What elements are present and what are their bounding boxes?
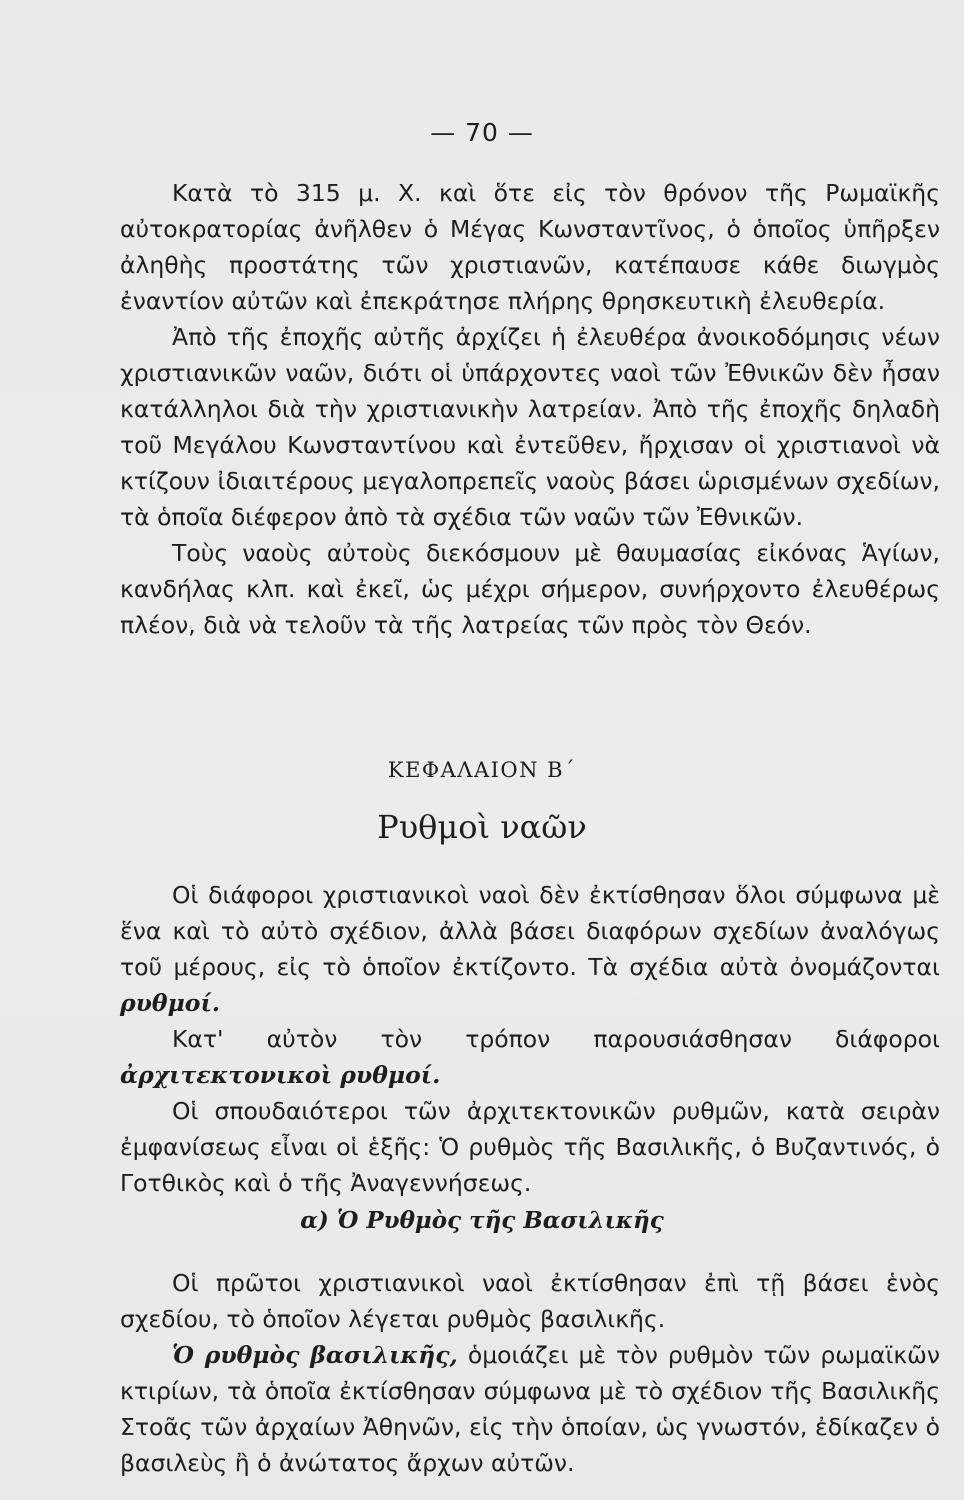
paragraph-new-churches: Ἀπὸ τῆς ἐποχῆς αὐτῆς ἀρχίζει ἡ ἐλευθέρα ἀνοικοδόμησις νέων χριστιανικῶν ναῶν, διότι οἱ ὑπάρχοντες ναοὶ τῶν Ἐθνικῶν δὲν ἦσαν κατάλληλοι διὰ τὴν χριστιανικὴν λατρείαν. Ἀπὸ τῆς ἐποχῆς δηλαδὴ τοῦ Μεγάλου Κωνσταντίνου καὶ ἐντεῦθεν, ἤρχισαν οἱ χριστιανοὶ νὰ κτίζουν ἰδιαιτέρους μεγαλοπρεπεῖς ναοὺς βάσει ὡρισμένων σχεδίων, τὰ ὁποῖα διέφερον ἀπὸ τὰ σχέδια τῶν ναῶν τῶν Ἐθνικῶν. bbox=[120, 323, 940, 531]
paragraph-decoration: Τοὺς ναοὺς αὐτοὺς διεκόσμουν μὲ θαυμασίας εἰκόνας Ἁγίων, κανδήλας κλπ. καὶ ἐκεῖ, ὡς μέχρι σήμερον, συνήρχοντο ἐλευθέρως πλέον, διὰ νὰ τελοῦν τὰ τῆς λατρείας τῶν πρὸς τὸν Θεόν. bbox=[120, 539, 940, 639]
basilica-section bbox=[120, 1265, 940, 1481]
chapter-label: ΚΕΦΑΛΑΙΟΝ Β΄ bbox=[387, 758, 577, 782]
subsection-title: α) Ὁ Ρυθμὸς τῆς Βασιλικῆς bbox=[300, 1207, 664, 1234]
paragraph-main-styles: Οἱ σπουδαιότεροι τῶν ἀρχιτεκτονικῶν ρυθμῶν, κατὰ σειρὰν ἐμφανίσεως εἶναι οἱ ἑξῆς: Ὁ ρυθμὸς τῆς Βασιλικῆς, ὁ Βυζαντινός, ὁ Γοτθικὸς καὶ ὁ τῆς Ἀναγεννήσεως. bbox=[120, 1097, 940, 1197]
styles-section bbox=[120, 877, 940, 1201]
paragraph-basilica-style bbox=[120, 1337, 940, 1481]
page-number: — 70 — bbox=[430, 118, 534, 147]
emphasis-term: ρυθμοί. bbox=[120, 989, 221, 1017]
emphasis-term: ἀρχιτεκτονικοὶ ρυθμοί. bbox=[120, 1061, 441, 1089]
paragraph-architectural-styles bbox=[120, 1021, 940, 1093]
paragraph-text: Οἱ διάφοροι χριστιανικοὶ ναοὶ δὲν ἐκτίσθησαν ὅλοι σύμφωνα μὲ ἕνα καὶ τὸ αὐτὸ σχέδιον, ἀλλὰ βάσει διαφόρων σχεδίων ἀναλόγως τοῦ μέρους, εἰς τὸ ὁποῖον ἐκτίζοντο. Τὰ σχέδια αὐτὰ ὀνομάζονται bbox=[120, 881, 940, 981]
intro-section bbox=[120, 175, 940, 643]
paragraph-first-churches: Οἱ πρῶτοι χριστιανικοὶ ναοὶ ἐκτίσθησαν ἐπὶ τῇ βάσει ἑνὸς σχεδίου, τὸ ὁποῖον λέγεται ρυθμὸς βασιλικῆς. bbox=[120, 1269, 940, 1333]
paragraph-different-plans bbox=[120, 877, 940, 1021]
paragraph-constantine: Κατὰ τὸ 315 μ. Χ. καὶ ὅτε εἰς τὸν θρόνον τῆς Ρωμαϊκῆς αὐτοκρατορίας ἀνῆλθεν ὁ Μέγας Κωνσταντῖνος, ὁ ὁποῖος ὑπῆρξεν ἀληθὴς προστάτης τῶν χριστιανῶν, κατέπαυσε κάθε διωγμὸς ἐναντίον αὐτῶν καὶ ἐπεκράτησε πλήρης θρησκευτικὴ ἐλευθερία. bbox=[120, 179, 940, 315]
chapter-title: Ρυθμοὶ ναῶν bbox=[377, 808, 587, 846]
emphasis-term: Ὁ ρυθμὸς βασιλικῆς, bbox=[172, 1341, 458, 1369]
paragraph-text: Κατ' αὐτὸν τὸν τρόπον παρουσιάσθησαν διάφοροι bbox=[172, 1025, 940, 1053]
paragraph-text: ὁμοιάζει μὲ τὸν ρυθμὸν τῶν ρωμαϊκῶν κτιρίων, τὰ ὁποῖα ἐκτίσθησαν σύμφωνα μὲ τὸ σχέδιον τῆς Βασιλικῆς Στοᾶς τῶν ἀρχαίων Ἀθηνῶν, εἰς τὴν ὁποίαν, ὡς γνωστόν, ἐδίκαζεν ὁ βασιλεὺς ἢ ὁ ἀνώτατος ἄρχων αὐτῶν. bbox=[120, 1341, 940, 1477]
